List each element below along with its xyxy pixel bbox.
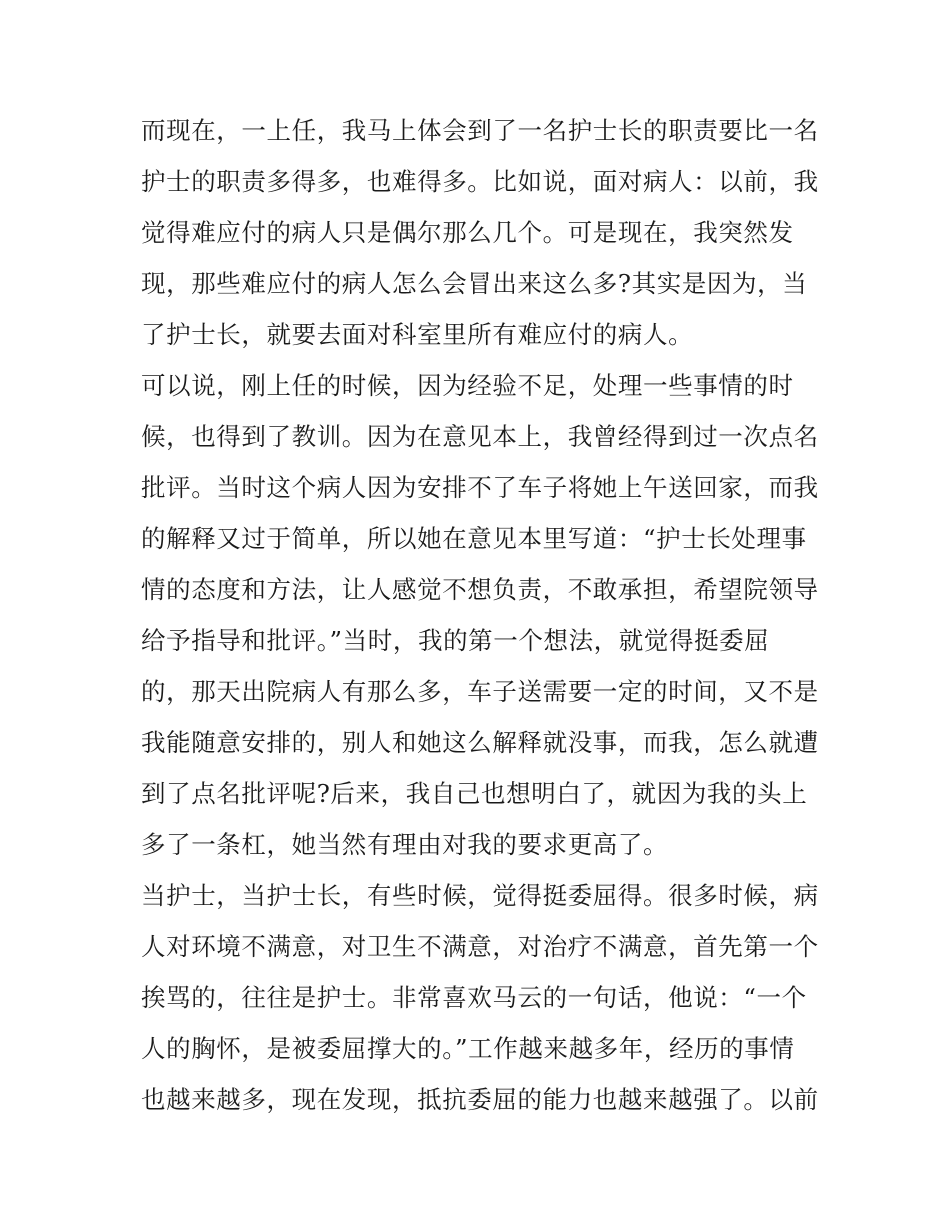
text-line: 了护士长，就要去面对科室里所有难应付的病人。 [141, 320, 694, 349]
text-line: 而现在，一上任，我马上体会到了一名护士长的职责要比一名 [141, 116, 819, 145]
text-line: 的解释又过于简单，所以她在意见本里写道：“护士长处理事 [141, 524, 807, 553]
text-line: 情的态度和方法，让人感觉不想负责，不敢承担，希望院领导 [141, 575, 819, 604]
text-line: 多了一条杠，她当然有理由对我的要求更高了。 [141, 830, 669, 859]
text-line: 给予指导和批评。”当时，我的第一个想法，就觉得挺委屈 [141, 626, 770, 655]
text-line: 现，那些难应付的病人怎么会冒出来这么多?其实是因为，当 [141, 269, 808, 298]
text-line: 当护士，当护士长，有些时候，觉得挺委屈得。很多时候，病 [141, 881, 819, 910]
document-body [141, 105, 821, 1125]
text-line: 人的胸怀，是被委屈撑大的。”工作越来越多年，经历的事情 [141, 1034, 795, 1063]
text-line: 人对环境不满意，对卫生不满意，对治疗不满意，首先第一个 [141, 932, 819, 961]
text-line: 觉得难应付的病人只是偶尔那么几个。可是现在，我突然发 [141, 218, 794, 247]
text-line: 可以说，刚上任的时候，因为经验不足，处理一些事情的时 [141, 371, 794, 400]
text-line: 护士的职责多得多，也难得多。比如说，面对病人：以前，我 [141, 167, 819, 196]
text-line: 挨骂的，往往是护士。非常喜欢马云的一句话，他说：“一个 [141, 983, 807, 1012]
text-line: 我能随意安排的，别人和她这么解释就没事，而我，怎么就遭 [141, 728, 819, 757]
text-line: 候，也得到了教训。因为在意见本上，我曾经得到过一次点名 [141, 422, 819, 451]
text-line: 到了点名批评呢?后来，我自己也想明白了，就因为我的头上 [141, 779, 808, 808]
text-line: 也越来越多，现在发现，抵抗委屈的能力也越来越强了。以前 [141, 1085, 819, 1114]
text-line: 批评。当时这个病人因为安排不了车子将她上午送回家，而我 [141, 473, 819, 502]
text-line: 的，那天出院病人有那么多，车子送需要一定的时间，又不是 [141, 677, 819, 706]
